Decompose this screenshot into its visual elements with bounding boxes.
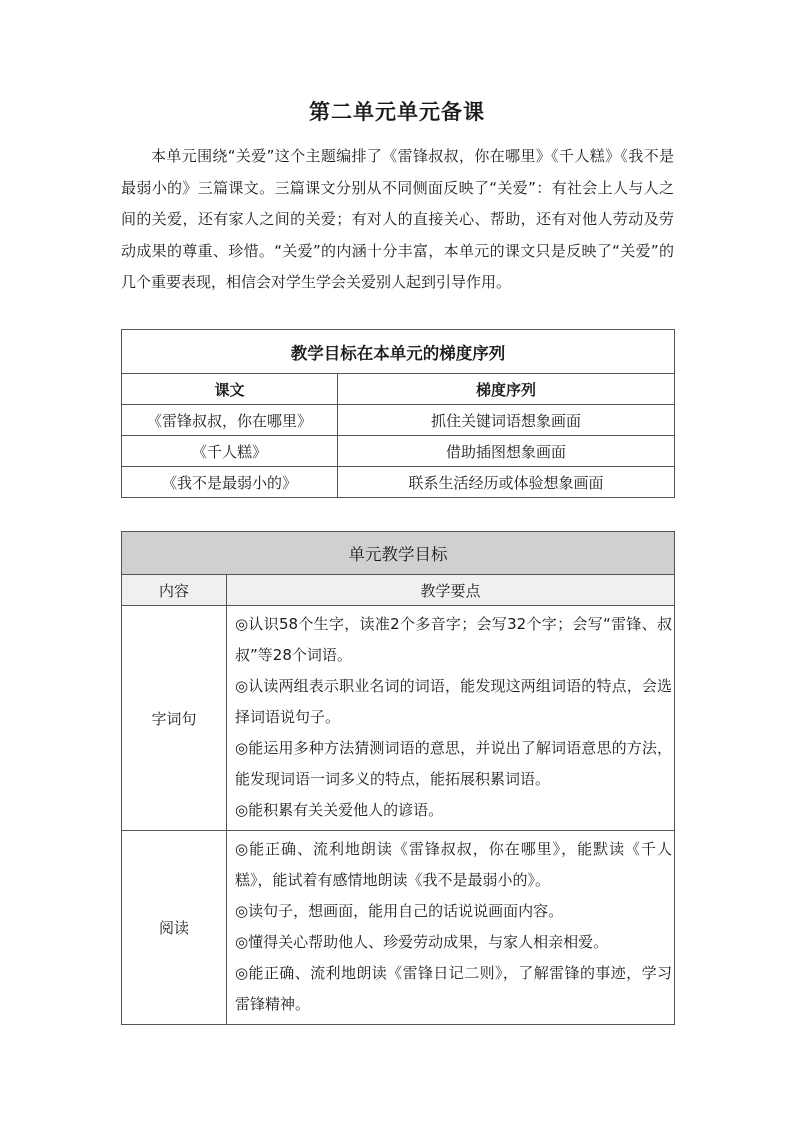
intro-paragraph: 本单元围绕“关爱”这个主题编排了《雷锋叔叔，你在哪里》《千人糕》《我不是最弱小的》三篇课文。三篇课文分别从不同侧面反映了“关爱”：有社会上人与人之间的关爱，还有家人之间的关爱；有对人的直接关心、帮助，还有对他人劳动及劳动成果的尊重、珍惜。“关爱”的内涵十分丰富，本单元的课文只是反映了“关爱”的几个重要表现，相信会对学生学会关爱别人起到引导作用。 [121,147,674,291]
goals-table-title: 单元教学目标 [122,532,675,575]
category-cell: 阅读 [122,831,227,1025]
goal-point: ◎能运用多种方法猜测词语的意思，并说出了解词语意思的方法，能发现词语一词多义的特点，能拓展积累词语。 [235,739,672,788]
gradient-table-title: 教学目标在本单元的梯度序列 [122,330,675,374]
goal-point: ◎能正确、流利地朗读《雷锋叔叔，你在哪里》，能默读《千人糕》，能试着有感情地朗读《我不是最弱小的》。 [235,840,672,889]
unit-goals-table [121,531,675,1025]
goal-point: ◎认读两组表示职业名词的词语，能发现这两组词语的特点，会选择词语说句子。 [235,677,672,726]
lesson-cell: 《雷锋叔叔，你在哪里》 [122,405,338,436]
column-header-points: 教学要点 [227,575,675,606]
table-title-row [122,330,675,374]
lesson-cell: 《千人糕》 [122,436,338,467]
table-row [122,467,675,498]
column-header-sequence: 梯度序列 [338,374,675,405]
sequence-cell: 抓住关键词语想象画面 [338,405,675,436]
column-header-lesson: 课文 [122,374,338,405]
category-cell: 字词句 [122,606,227,831]
table-title-row [122,532,675,575]
lesson-cell: 《我不是最弱小的》 [122,467,338,498]
table-row [122,405,675,436]
goal-point: ◎能正确、流利地朗读《雷锋日记二则》，了解雷锋的事迹，学习雷锋精神。 [235,964,672,1013]
goal-point: ◎懂得关心帮助他人、珍爱劳动成果，与家人相亲相爱。 [235,933,609,951]
sequence-cell: 借助插图想象画面 [338,436,675,467]
table-row [122,436,675,467]
points-cell [227,831,675,1025]
goal-point: ◎读句子，想画面，能用自己的话说说画面内容。 [235,902,564,920]
page-title: 第二单元单元备课 [309,100,485,124]
goal-point: ◎能积累有关关爱他人的谚语。 [235,801,444,819]
gradient-sequence-table [121,329,675,498]
table-row [122,606,675,831]
table-header-row [122,374,675,405]
points-cell [227,606,675,831]
table-header-row [122,575,675,606]
column-header-content: 内容 [122,575,227,606]
goal-point: ◎认识58个生字，读准2个多音字；会写32个字；会写“雷锋、叔叔”等28个词语。 [235,615,672,664]
table-row [122,831,675,1025]
sequence-cell: 联系生活经历或体验想象画面 [338,467,675,498]
